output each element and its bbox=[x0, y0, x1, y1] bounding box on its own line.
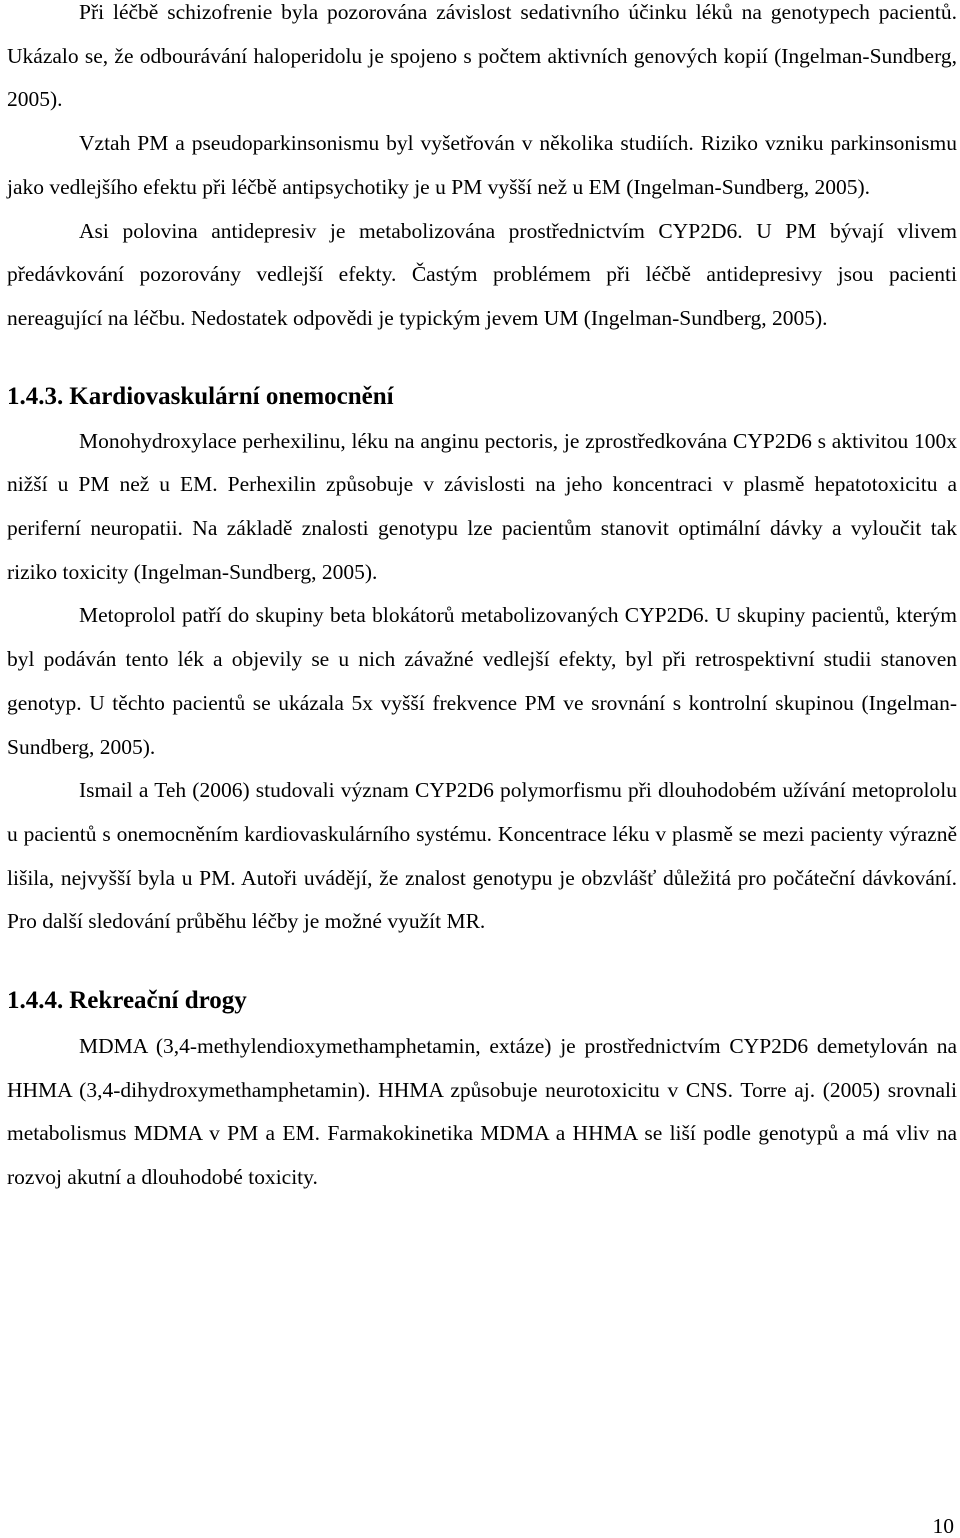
paragraph-metoprolol: Metoprolol patří do skupiny beta blokátorů metabolizovaných CYP2D6. U skupiny pacientů, kterým byl podáván tento lék a objevily se u nich závažné vedlejší efekty, byl při retrospektivní studii stanoven genotyp. U těchto pacientů se ukázala 5x vyšší frekvence PM ve srovnání s kontrolní skupinou (Ingelman-Sundberg, 2005). bbox=[7, 603, 957, 759]
page-number: 10 bbox=[932, 1514, 954, 1538]
section-heading-recreational-drugs bbox=[7, 986, 957, 1016]
paragraph-schizophrenia: Při léčbě schizofrenie byla pozorována závislost sedativního účinku léků na genotypech pacientů. Ukázalo se, že odbourávání haloperidolu je spojeno s počtem aktivních genových kopií (Ingelman-Sundberg, 2005). bbox=[7, 0, 957, 112]
section-number: 1.4.4. bbox=[7, 987, 64, 1015]
section-title: Rekreační drogy bbox=[69, 987, 247, 1015]
paragraph-antidepressants: Asi polovina antidepresiv je metabolizována prostřednictvím CYP2D6. U PM bývají vlivem předávkování pozorovány vedlejší efekty. Častým problémem při léčbě antidepresivy jsou pacienti nereagující na léčbu. Nedostatek odpovědi je typickým jevem UM (Ingelman-Sundberg, 2005). bbox=[7, 218, 957, 330]
document-page bbox=[7, 0, 957, 1200]
section-heading-cardiovascular bbox=[7, 382, 957, 412]
paragraph-perhexiline: Monohydroxylace perhexilinu, léku na anginu pectoris, je zprostředkována CYP2D6 s aktivitou 100x nižší u PM než u EM. Perhexilin způsobuje v závislosti na jeho koncentraci v plasmě hepatotoxicitu a periferní neuropatii. Na základě znalosti genotypu lze pacientům stanovit optimální dávky a vyloučit tak riziko toxicity (Ingelman-Sundberg, 2005). bbox=[7, 428, 957, 584]
paragraph-pseudoparkinsonism: Vztah PM a pseudoparkinsonismu byl vyšetřován v několika studiích. Riziko vzniku parkinsonismu jako vedlejšího efektu při léčbě antipsychotiky je u PM vyšší než u EM (Ingelman-Sundberg, 2005). bbox=[7, 131, 957, 199]
paragraph-ismail-teh: Ismail a Teh (2006) studovali význam CYP2D6 polymorfismu při dlouhodobém užívání metoprololu u pacientů s onemocněním kardiovaskulárního systému. Koncentrace léku v plasmě se mezi pacienty výrazně lišila, nejvyšší byla u PM. Autoři uvádějí, že znalost genotypu je obzvlášť důležitá pro počáteční dávkování. Pro další sledování průběhu léčby je možné využít MR. bbox=[7, 778, 957, 934]
paragraph-mdma: MDMA (3,4-methylendioxymethamphetamin, extáze) je prostřednictvím CYP2D6 demetylován na HHMA (3,4-dihydroxymethamphetamin). HHMA způsobuje neurotoxicitu v CNS. Torre aj. (2005) srovnali metabolismus MDMA v PM a EM. Farmakokinetika MDMA a HHMA se liší podle genotypů a má vliv na rozvoj akutní a dlouhodobé toxicity. bbox=[7, 1034, 957, 1190]
section-title: Kardiovaskulární onemocnění bbox=[69, 382, 394, 410]
section-number: 1.4.3. bbox=[7, 382, 64, 410]
